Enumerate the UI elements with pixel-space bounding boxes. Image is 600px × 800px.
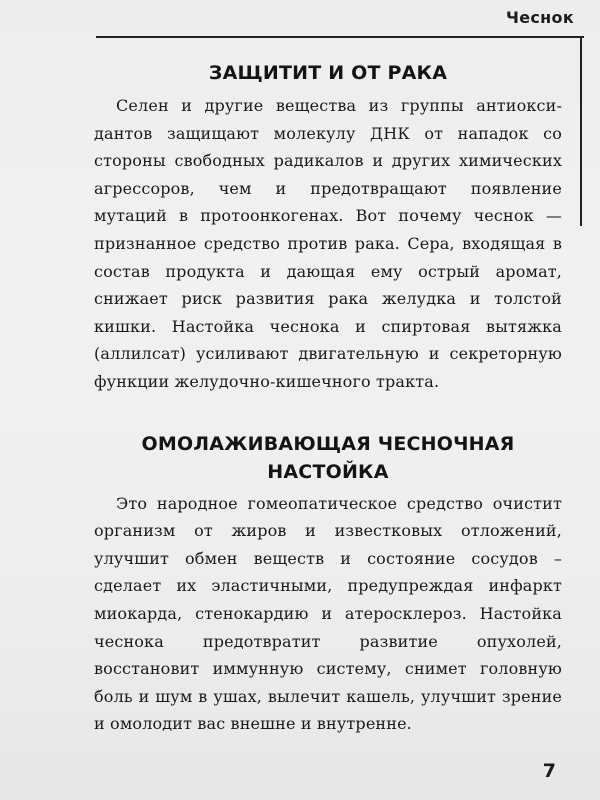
section-title-line: ОМОЛАЖИВАЮЩАЯ ЧЕСНОЧНАЯ (141, 432, 515, 455)
page-content (94, 60, 562, 738)
header-rule (96, 36, 584, 38)
section-paragraph: Это народное гомеопатическое средство очистит организм от жиров и известковых отложений, улучшит обмен веществ и состояние сосудов – сделает их эластичными, предупреждая инфаркт миокарда, стенокардию и атеросклероз. Настойка чеснока предотвратит развитие опухолей, восстановит иммунную систему, снимет головную боль и шум в ушах, вылечит кашель, улучшит зрение и омолодит вас внешне и внутренне. (94, 493, 562, 734)
section-rejuvenating-tincture (94, 430, 562, 738)
page-number: 7 (542, 760, 556, 782)
section-title: ЗАЩИТИТ И ОТ РАКА (208, 62, 448, 84)
section-title (94, 430, 562, 486)
side-rule (580, 36, 582, 226)
section-paragraph: Селен и другие вещества из группы антиокси-дантов защищают молекулу ДНК от нападок со стороны свободных радикалов и других химических агрессоров, чем и предотвращают появление мутаций в протоонкогенах. Вот почему чеснок — признанное средство против рака. Сера, входящая в состав продукта и дающая ему острый аромат, снижает риск развития рака желудка и толстой кишки. Настойка чеснока и спиртовая вытяжка (аллилсат) усиливают двигательную и секреторную функции желудочно-кишечного тракта. (94, 96, 562, 391)
running-header: Чеснок (506, 8, 574, 27)
section-cancer-protection (94, 60, 562, 396)
section-title-line: НАСТОЙКА (267, 460, 389, 483)
